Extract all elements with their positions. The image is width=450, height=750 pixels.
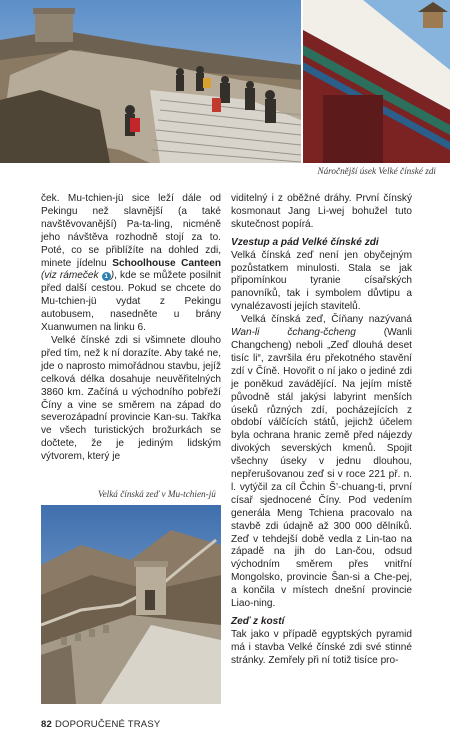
page-footer	[41, 719, 160, 730]
text-run: , kde se můžete posilnit před další cestou. Pokud se chcete do Mu-tchien-jü vydat z Pekingu autobusem, nasedněte u brány Xuanwumen na linku 6.	[41, 270, 221, 334]
great-wall-stairs-photo	[0, 0, 301, 163]
right-text-column	[231, 193, 412, 668]
left-text-column	[41, 193, 221, 464]
section-heading-rise-and-fall: Vzestup a pád Velké čínské zdi	[231, 236, 379, 248]
box-reference-close: )	[110, 270, 115, 282]
section-heading-wall-of-bones: Zeď z kostí	[231, 616, 285, 627]
right-paragraph-2: Velká čínská zeď není jen obyčejným pozůstatkem minulosti. Stala se jak připomínkou tyranie císařských panovníků, tak i symbolem důvtipu a vynalézavosti jejích stavitelů.	[231, 249, 412, 313]
left-paragraph-2: Velké čínské zdi si všimnete dlouho před tím, než k ní dorazíte. Aby také ne, jde o naprosto mimořádnou stavbu, jejíž celková délka dosahuje neuvěřitelných 3860 km. Začíná u východního pobřeží Číny a vine se směrem na západ do severozápadní provincie Kan-su. Takřka ve všech turistických brožurkách se dočtete, že je jediným lidským výtvorem, který je	[41, 334, 221, 463]
middle-photo-caption: Velká čínská zeď v Mu-tchien-jü	[98, 489, 216, 499]
text-run: Velká čínská zeď, Číňany nazývaná	[241, 314, 412, 326]
top-photo-caption: Náročnější úsek Velké čínské zdi	[317, 166, 436, 176]
left-paragraph-1	[41, 193, 221, 335]
right-paragraph-4: Tak jako v případě egyptských pyramid má i stavba Velké čínské zdi své stinné stránky. Zemřely při ní totiž tisíce pro-	[231, 628, 412, 666]
text-run: (Wanli Changcheng) neboli „Zeď dlouhá deset tisíc li“, završila éru překotného stavění zdí v Číně. Hovořit o ní jako o jediné zdi je poněkud zavádějící. Na jejím místě původně stál jakýsi labyrint menších úseků různých zdí, pocházejících z období válčících států, jejichž účelem byla ochrana hranic země před nájezdy divokých severských kmenů. Spojit všechny úseky v jednu dlouhou, nepřerušovanou zeď si v roce 221 př. n. l. vytýčil za cíl Čchin Š’-chuang-ti, první císař sjednocené Číny. Pod vedením generála Meng Tchiena pracovalo na stavbě zdi údajně až 300 000 dělníků. Zeď v tehdejší době vedla z Lin-tao na západě na jih do Lan-čou, odsud východním směrem přes vnitřní Mongolsko, provincie Šan-si a Che-pej, a končila v místech dnešní provincie Liao-ning.	[231, 327, 412, 610]
great-wall-mutianyu-photo	[41, 505, 221, 704]
right-paragraph-3	[231, 314, 412, 611]
top-photo-strip	[0, 0, 450, 163]
box-reference: (viz rámeček	[41, 270, 99, 282]
temple-roof-photo	[303, 0, 450, 163]
restaurant-name: Schoolhouse Canteen	[112, 257, 221, 269]
text-run: ček. Mu-tchien-jü sice leží dále od Pekingu než slavnější (a také navštěvovanější) Pa-ta-ling, nicméně jeho návštěva rozhodně stojí za to. Poté, co se přiblížíte na dohled zdi, minete jídelnu	[41, 193, 221, 269]
chinese-name: Wan-li čchang-čcheng	[231, 327, 356, 339]
section-name: DOPORUČENÉ TRASY	[54, 719, 161, 730]
numbered-marker-icon: 1	[102, 272, 111, 281]
page-number: 82	[41, 719, 52, 730]
right-paragraph-1: viditelný i z oběžné dráhy. První čínský kosmonaut Jang Li-wej bohužel tuto skutečnost popírá.	[231, 193, 412, 230]
